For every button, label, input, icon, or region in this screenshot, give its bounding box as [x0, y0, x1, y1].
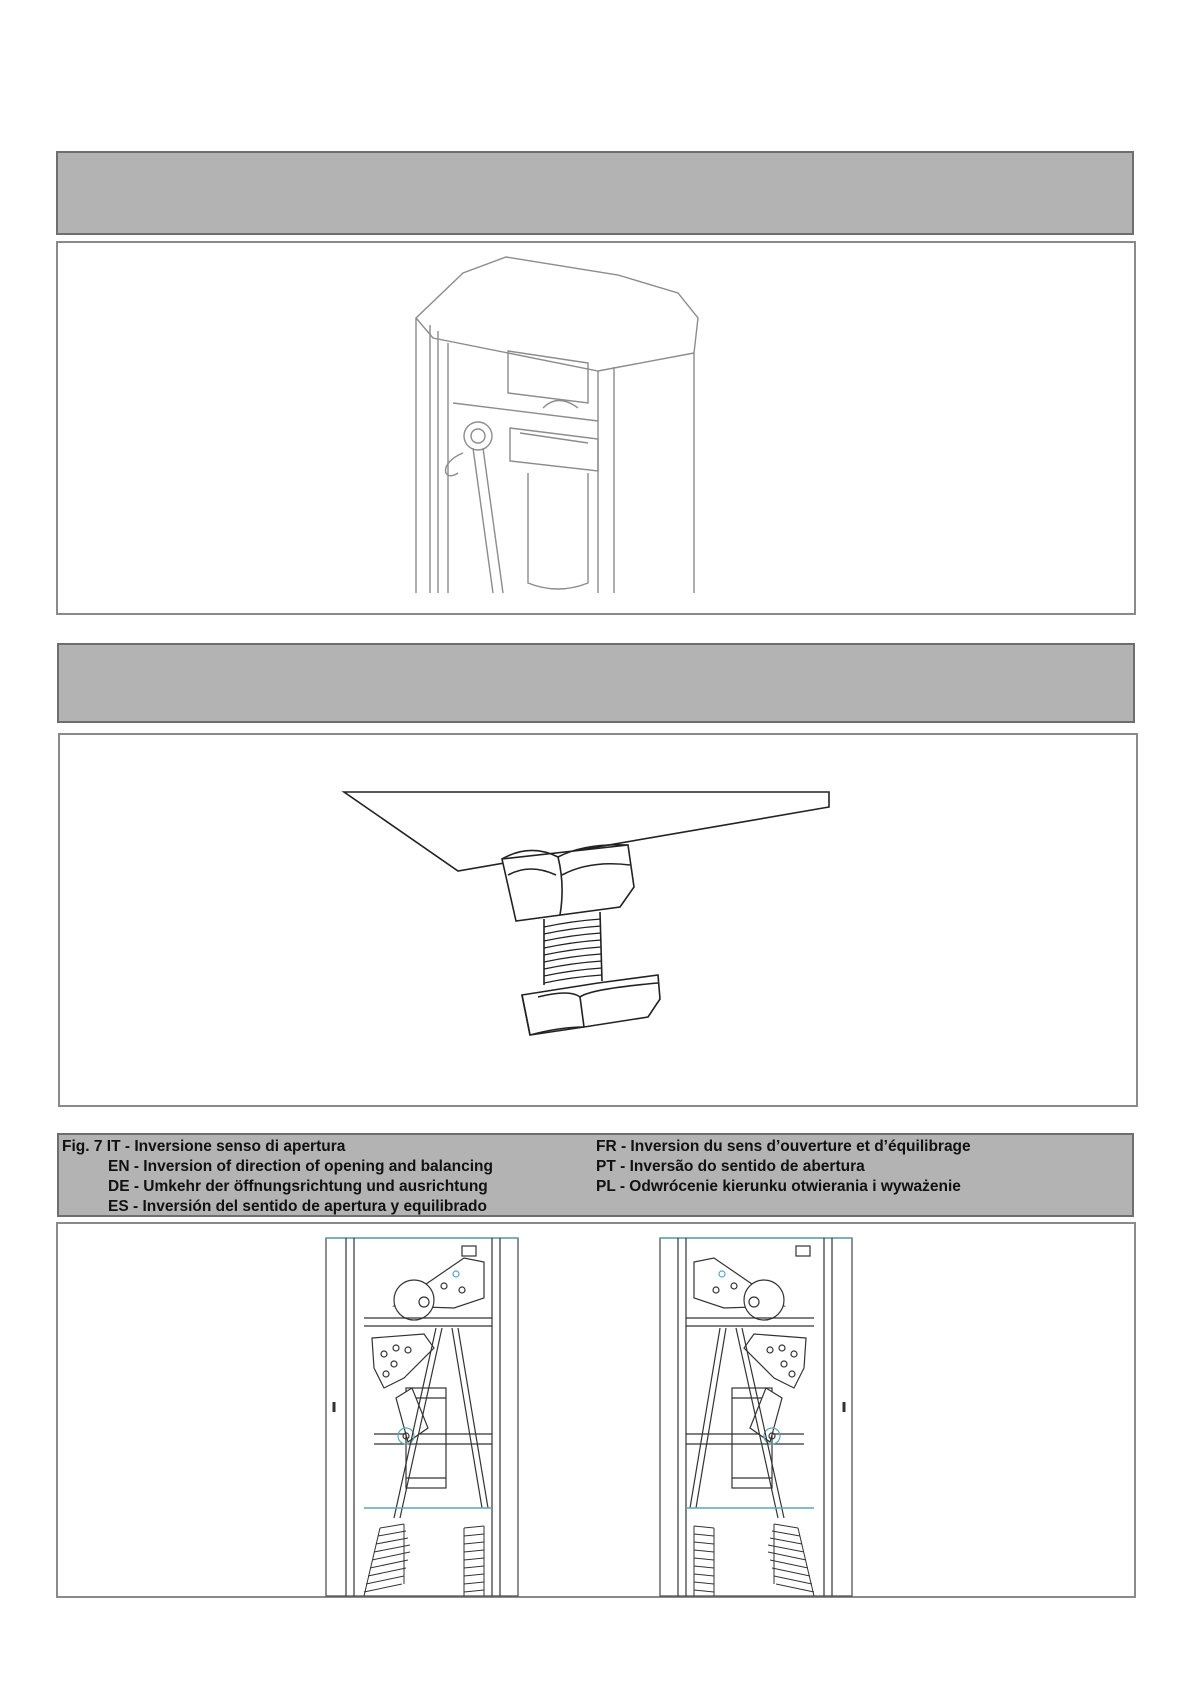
caption-left-column: [62, 1137, 493, 1217]
bolt-icon: [60, 735, 1140, 1109]
figure-panel-column: [56, 241, 1136, 615]
caption-line-de: DE - Umkehr der öffnungsrichtung und ausrichtung: [108, 1178, 488, 1195]
caption-line-pl: PL - Odwrócenie kierunku otwierania i wyważenie: [596, 1178, 961, 1195]
caption-line-it: Fig. 7 IT - Inversione senso di apertura: [62, 1138, 346, 1155]
figure-panel-bolt: [58, 733, 1138, 1107]
caption-line-pt: PT - Inversão do sentido de abertura: [596, 1158, 865, 1175]
header-bar-top: [56, 151, 1134, 235]
spring-mechanism-icon: [658, 1238, 858, 1598]
figure-panel-mechanisms: [56, 1222, 1136, 1598]
caption-line-en: EN - Inversion of direction of opening and balancing: [108, 1158, 493, 1175]
spring-mechanism-icon: [324, 1238, 524, 1598]
figure-caption: [57, 1133, 1134, 1217]
barrier-column-icon: [58, 243, 1138, 617]
caption-line-fr: FR - Inversion du sens d’ouverture et d’équilibrage: [596, 1138, 971, 1155]
caption-line-es: ES - Inversión del sentido de apertura y equilibrado: [108, 1198, 487, 1215]
header-bar-middle: [57, 643, 1135, 723]
caption-right-column: [596, 1137, 971, 1197]
